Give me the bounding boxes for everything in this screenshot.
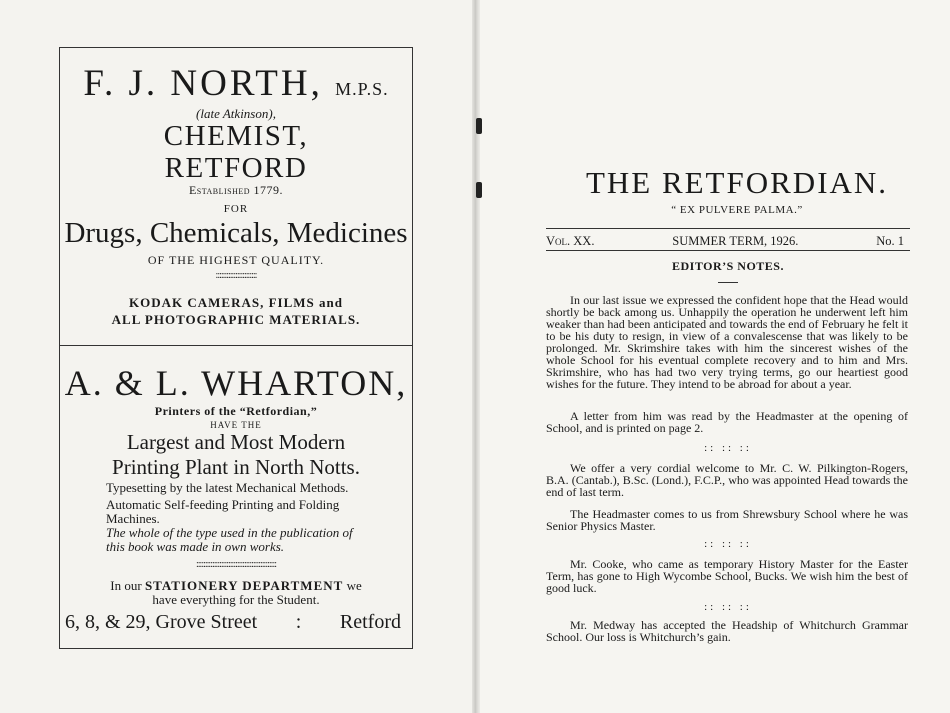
north-late: (late Atkinson), [196, 106, 276, 121]
separator: :: :: :: [704, 538, 752, 550]
north-town: RETFORD [164, 152, 308, 184]
address-street: 6, 8, & 29, Grove Street [65, 611, 258, 633]
wharton-printers: Printers of the “Retfordian,” [154, 404, 318, 418]
paragraph: We offer a very cordial welcome to Mr. C. W. Pilkington-Rogers, B.A. (Cantab.), B.Sc. (Lond.), F.C.P., who was appointed Head towards the end of last term. [546, 461, 908, 499]
issue-number: No. 1 [876, 234, 904, 248]
wharton-name: A. & L. WHARTON, [64, 363, 408, 403]
north-name-line [60, 62, 412, 105]
north-divider: ::::::::::::::::::::::: [215, 270, 257, 281]
north-for: FOR [223, 203, 249, 215]
magazine-motto: “ EX PULVERE PALMA.” [671, 204, 803, 216]
advertisement-frame [59, 47, 413, 649]
wharton-italic-note: The whole of the type used in the publication of this book was made in own works. [106, 525, 353, 554]
north-quality: OF THE HIGHEST QUALITY. [147, 253, 325, 267]
wharton-divider: ::::::::::::::::::::::::::::::::::::::::::::: [195, 559, 277, 570]
separator: :: :: :: [704, 601, 752, 613]
paragraph: A letter from him was read by the Headmaster at the opening of School, and is printed on page 2. [546, 409, 908, 435]
ad-divider [60, 345, 412, 346]
paragraph: In our last issue we expressed the confident hope that the Head would shortly be back among us. Unhappily the operation he underwent left him weaker than had been anticipated and towards the end of February he felt it to be his duty to resign, in view of a convalescense that was likely to be prolonged. Mr. Skrimshire takes with him the sincerest wishes of the whole School for his eventual complete recovery and to him and Mrs. Skrimshire, who has had two very trying terms, go our heartiest good wishes for the future. They intend to be abroad for about a year. [546, 293, 908, 391]
north-established: Established 1779. [188, 183, 284, 197]
term-label: SUMMER TERM, 1926. [672, 234, 799, 248]
wharton-address [65, 611, 401, 634]
issue-info-row [546, 234, 904, 249]
bottom-rule [546, 250, 910, 251]
north-drugs: Drugs, Chemicals, Medicines [64, 217, 408, 249]
magazine-title: THE RETFORDIAN. [585, 165, 889, 200]
wharton-stationery-department: STATIONERY DEPARTMENT [144, 578, 344, 593]
north-kodak-line1: KODAK CAMERAS, FILMS and [129, 295, 343, 310]
paragraph: Mr. Medway has accepted the Headship of Whitchurch Grammar School. Our loss is Whitchurch’s gain. [546, 618, 908, 644]
volume-label: Vol. XX. [546, 234, 595, 248]
binding-mark [476, 118, 482, 134]
address-town: Retford [339, 611, 401, 633]
wharton-have-the: HAVE THE [210, 420, 262, 430]
wharton-stationery-post: we [346, 578, 362, 593]
north-name: F. J. NORTH, [83, 63, 323, 104]
separator: :: :: :: [704, 442, 752, 454]
wharton-stationery-pre: In our [110, 578, 142, 593]
binding-mark [476, 182, 482, 198]
wharton-largest: Largest and Most Modern [126, 430, 346, 454]
north-suffix: M.P.S. [335, 79, 389, 99]
wharton-student: have everything for the Student. [152, 592, 320, 607]
wharton-typesetting: Typesetting by the latest Mechanical Methods. [106, 480, 349, 495]
top-rule [546, 228, 910, 229]
address-colon: : [295, 611, 302, 633]
north-kodak-line2: ALL PHOTOGRAPHIC MATERIALS. [111, 312, 361, 327]
paragraph: The Headmaster comes to us from Shrewsbury School where he was Senior Physics Master. [546, 507, 908, 533]
wharton-printing: Printing Plant in North Notts. [112, 455, 360, 479]
section-heading: EDITOR’S NOTES. [672, 259, 784, 273]
paragraph: Mr. Cooke, who came as temporary History Master for the Easter Term, has gone to High Wycombe School, Bucks. We wish him the best of good luck. [546, 557, 908, 595]
north-chemist: CHEMIST, [163, 120, 309, 152]
heading-rule [718, 282, 738, 283]
wharton-automatic: Automatic Self-feeding Printing and Folding Machines. [106, 497, 340, 526]
book-gutter [472, 0, 480, 713]
